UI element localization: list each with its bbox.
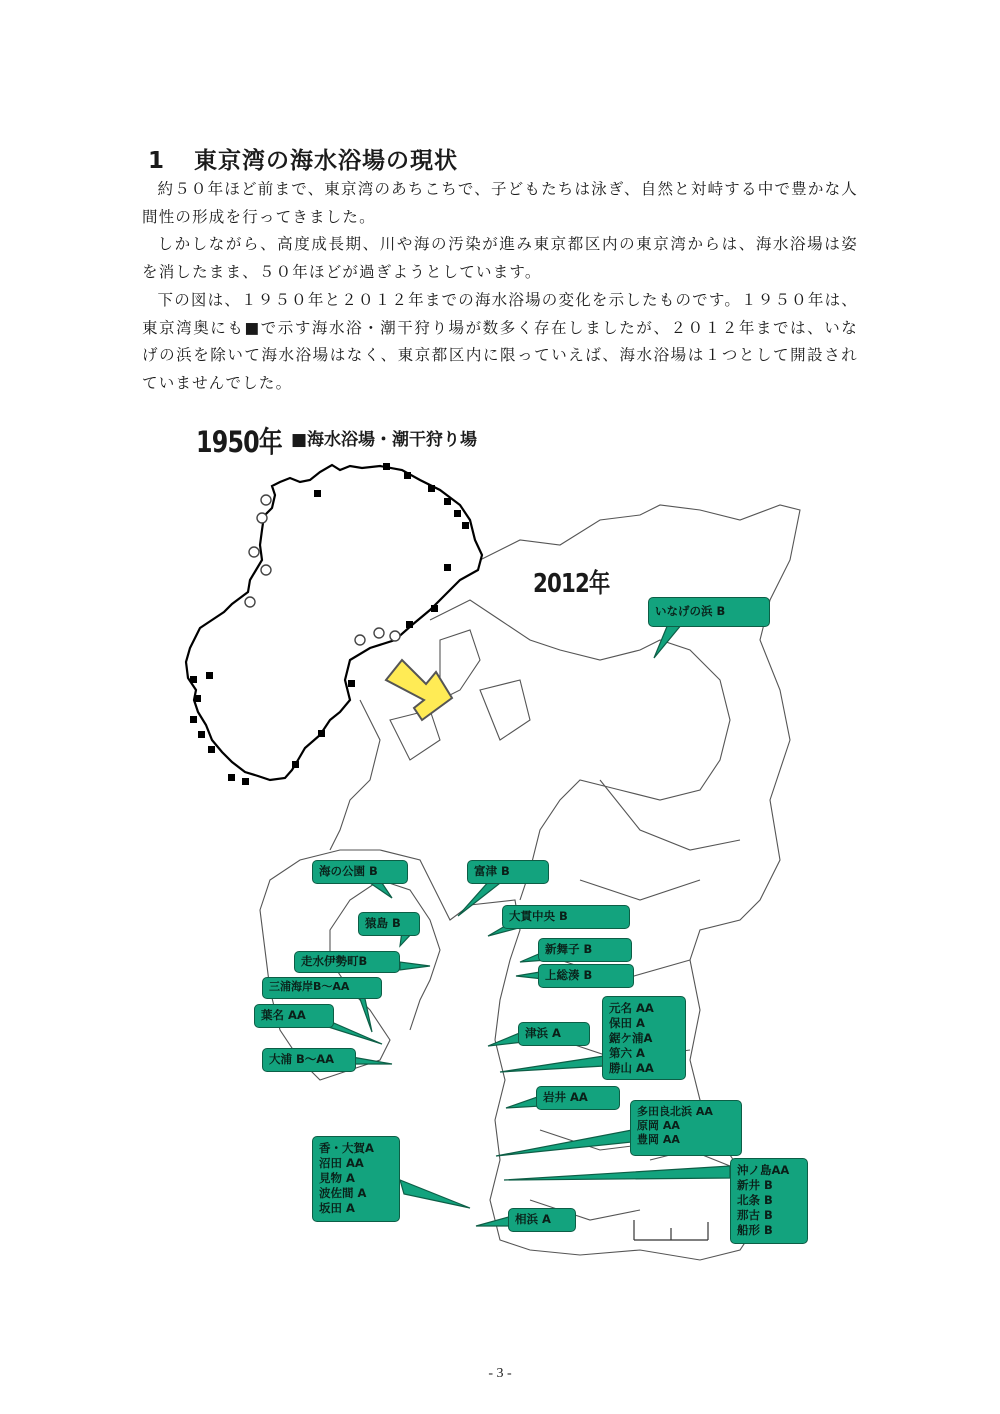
label-kona: 元名 AA 保田 A 鋸ケ浦A 第六 A 勝山 AA (602, 996, 686, 1080)
label-iwai: 岩井 AA (536, 1086, 620, 1110)
map-2012-boundary-2 (580, 880, 700, 900)
page-number: - 3 - (488, 1366, 512, 1381)
map-1950-squares (190, 463, 469, 785)
label-inage: いなげの浜 B (648, 597, 770, 627)
map-2012-west-shore (330, 700, 380, 850)
paragraph-1: 約５０年ほど前まで、東京湾のあちこちで、子どもたちは泳ぎ、自然と対峙する中で豊かな人間性の形成を行ってきました。 (142, 180, 858, 226)
paragraph-2: しかしながら、高度成長期、川や海の汚染が進み東京都区内の東京湾からは、海水浴場は姿を消したまま、５０年ほどが過ぎようとしています。 (142, 235, 858, 281)
paragraph-3: 下の図は、１９５０年と２０１２年までの海水浴場の変化を示したものです。１９５０年は、東京湾奥にも■で示す海水浴・潮干狩り場が数多く存在しましたが、２０１２年までは、いなげの浜を除いて海水浴場はなく、東京都区内に限っていえば、海水浴場は１つとして開設されていませんでした。 (142, 291, 858, 392)
section-number: 1 (148, 148, 166, 174)
section-title: 東京湾の海水浴場の現状 (194, 148, 458, 174)
map-2012-port-2 (480, 680, 530, 740)
label-futtsu: 富津 B (467, 860, 549, 884)
label-oura: 大浦 B～AA (262, 1048, 356, 1072)
label-hashirimizu: 走水伊勢町B (294, 951, 400, 973)
label-tomiura: 多田良北浜 AA 原岡 AA 豊岡 AA (630, 1100, 742, 1156)
label-sarushima: 猿島 B (358, 912, 420, 936)
label-miurakaigan: 三浦海岸B～AA (262, 977, 382, 999)
legend-1950: ■海水浴場・潮干狩り場 (291, 430, 478, 450)
label-shinmaiko: 新舞子 B (538, 938, 632, 962)
label-uminokoen: 海の公園 B (312, 860, 408, 884)
scale-bar (634, 1220, 708, 1240)
label-kena: 葉名 AA (254, 1004, 334, 1028)
label-shirahama: 沖ノ島AA 新井 B 北条 B 那古 B 船形 B (730, 1158, 808, 1244)
map-1950-circles (245, 495, 400, 645)
title-2012: 2012年 (533, 569, 610, 599)
label-onuki: 大貫中央 B (502, 905, 630, 929)
label-tsuhama: 津浜 A (518, 1022, 590, 1046)
map-2012-port-3 (390, 710, 440, 760)
label-kazusaminato: 上総湊 B (538, 964, 634, 988)
title-1950: 1950年 (196, 425, 282, 459)
label-mera: 相浜 A (508, 1208, 576, 1232)
transition-arrow-icon (386, 660, 452, 720)
label-tateyama: 香・大賀A 沼田 AA 見物 A 波佐間 A 坂田 A (312, 1136, 400, 1222)
